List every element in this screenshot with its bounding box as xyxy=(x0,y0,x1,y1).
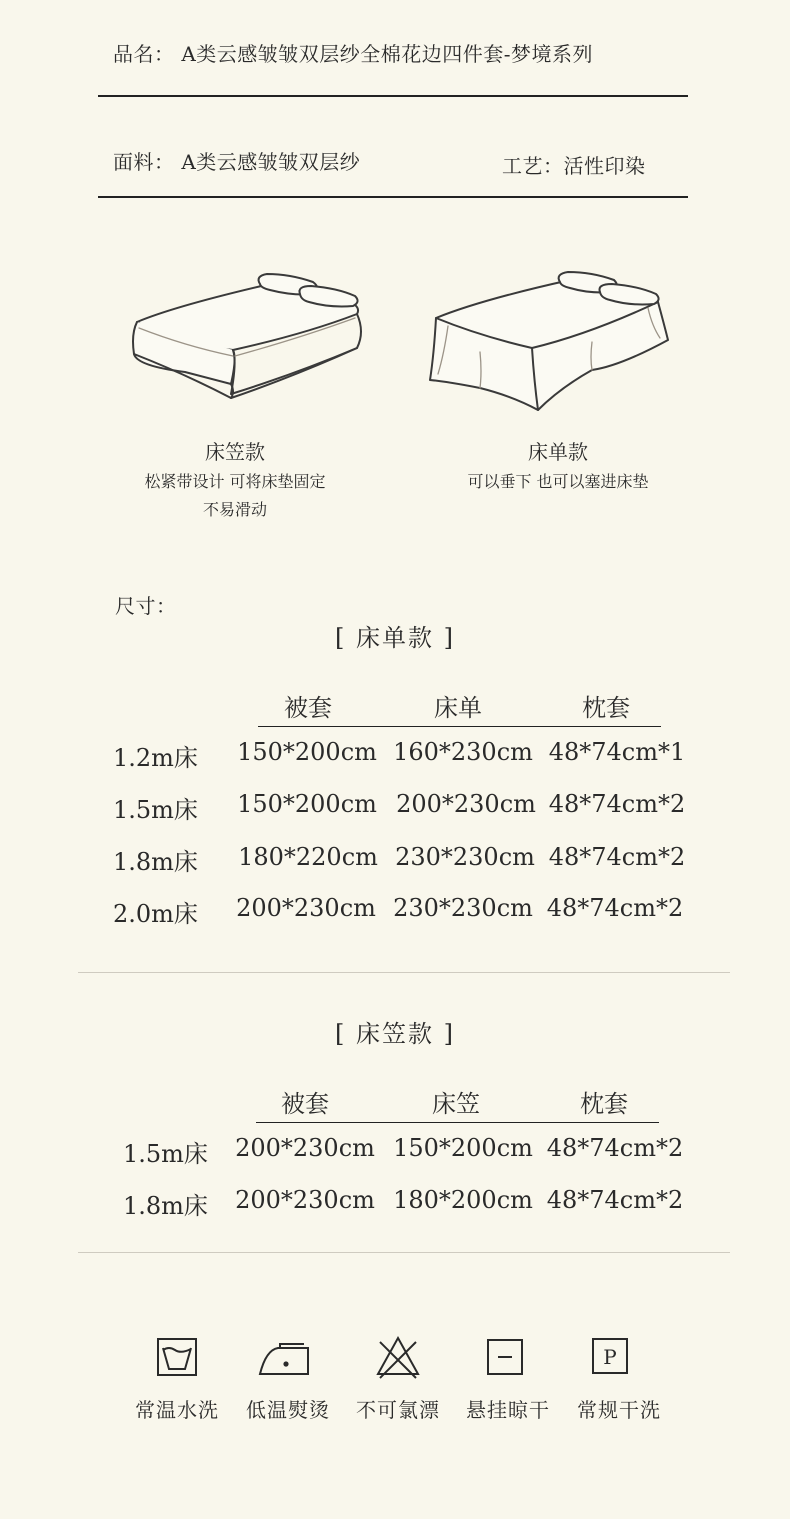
cell-duvet: 200*230cm xyxy=(235,1186,375,1214)
product-name-label: 品名： xyxy=(113,42,175,66)
no-bleach-icon xyxy=(374,1334,422,1380)
cell-pillowcase: 48*74cm*2 xyxy=(546,894,684,922)
fitted-style-title: 床笠款 xyxy=(205,440,265,464)
care-label-bleach: 不可氯漂 xyxy=(356,1398,440,1422)
bed-size: 2.0m床 xyxy=(113,900,198,928)
product-name xyxy=(113,38,593,67)
craft-label: 工艺： xyxy=(502,154,564,178)
hang-dry-icon xyxy=(485,1337,525,1377)
product-name-value: A类云感皱皱双层纱全棉花边四件套-梦境系列 xyxy=(181,42,594,66)
cell-sheet: 230*230cm xyxy=(393,894,533,922)
cell-pillowcase: 48*74cm*2 xyxy=(548,790,686,818)
header-underline xyxy=(256,1122,659,1123)
col-header-pillowcase: 枕套 xyxy=(582,694,630,722)
bed-size: 1.8m床 xyxy=(113,848,198,876)
cell-fitted-sheet: 180*200cm xyxy=(393,1186,533,1214)
fitted-table-title: [ 床笠款 ] xyxy=(335,1020,455,1048)
care-label-iron: 低温熨烫 xyxy=(246,1398,330,1422)
wash-tub-icon xyxy=(155,1336,199,1378)
fabric-info xyxy=(113,146,360,175)
col-header-duvet: 被套 xyxy=(284,694,332,722)
cell-duvet: 200*230cm xyxy=(235,1134,375,1162)
flat-style-title: 床单款 xyxy=(528,440,588,464)
cell-fitted-sheet: 150*200cm xyxy=(393,1134,533,1162)
cell-duvet: 200*230cm xyxy=(236,894,376,922)
cell-duvet: 150*200cm xyxy=(237,738,377,766)
col-header-fitted-sheet: 床笠 xyxy=(432,1090,480,1118)
fitted-desc-line1: 松紧带设计 可将床垫固定 xyxy=(144,472,326,491)
cell-pillowcase: 48*74cm*2 xyxy=(546,1134,684,1162)
flat-style-description xyxy=(428,468,688,496)
cell-duvet: 150*200cm xyxy=(237,790,377,818)
cell-pillowcase: 48*74cm*2 xyxy=(546,1186,684,1214)
section-divider xyxy=(78,1252,730,1253)
divider-line xyxy=(98,196,688,198)
bed-size: 1.8m床 xyxy=(123,1192,208,1220)
flat-desc-line1: 可以垂下 也可以塞进床垫 xyxy=(467,472,649,491)
craft-info xyxy=(502,150,646,179)
cell-duvet: 180*220cm xyxy=(238,843,378,871)
dry-clean-letter: P xyxy=(603,1345,617,1369)
fitted-desc-line2: 不易滑动 xyxy=(202,500,267,519)
cell-sheet: 160*230cm xyxy=(393,738,533,766)
cell-sheet: 230*230cm xyxy=(395,843,535,871)
bed-size: 1.5m床 xyxy=(123,1140,208,1168)
fabric-label: 面料： xyxy=(113,150,175,174)
dry-clean-icon xyxy=(590,1336,630,1376)
cell-pillowcase: 48*74cm*1 xyxy=(548,738,686,766)
flat-table-title: [ 床单款 ] xyxy=(335,624,455,652)
col-header-duvet: 被套 xyxy=(281,1090,329,1118)
care-label-wash: 常温水洗 xyxy=(135,1398,219,1422)
section-divider xyxy=(78,972,730,973)
col-header-pillowcase: 枕套 xyxy=(580,1090,628,1118)
fitted-style-description xyxy=(105,468,365,524)
flat-sheet-bed-illustration xyxy=(420,262,680,417)
cell-pillowcase: 48*74cm*2 xyxy=(548,843,686,871)
care-label-hang: 悬挂晾干 xyxy=(466,1398,550,1422)
col-header-sheet: 床单 xyxy=(434,694,482,722)
header-underline xyxy=(258,726,661,727)
care-label-dryclean: 常规干洗 xyxy=(577,1398,661,1422)
size-label: 尺寸： xyxy=(115,594,177,618)
fabric-value: A类云感皱皱双层纱 xyxy=(181,150,361,174)
fitted-sheet-bed-illustration xyxy=(125,262,375,412)
divider-line xyxy=(98,95,688,97)
bed-size: 1.2m床 xyxy=(113,744,198,772)
bed-size: 1.5m床 xyxy=(113,796,198,824)
iron-low-icon xyxy=(258,1338,312,1378)
cell-sheet: 200*230cm xyxy=(396,790,536,818)
craft-value: 活性印染 xyxy=(563,154,646,178)
